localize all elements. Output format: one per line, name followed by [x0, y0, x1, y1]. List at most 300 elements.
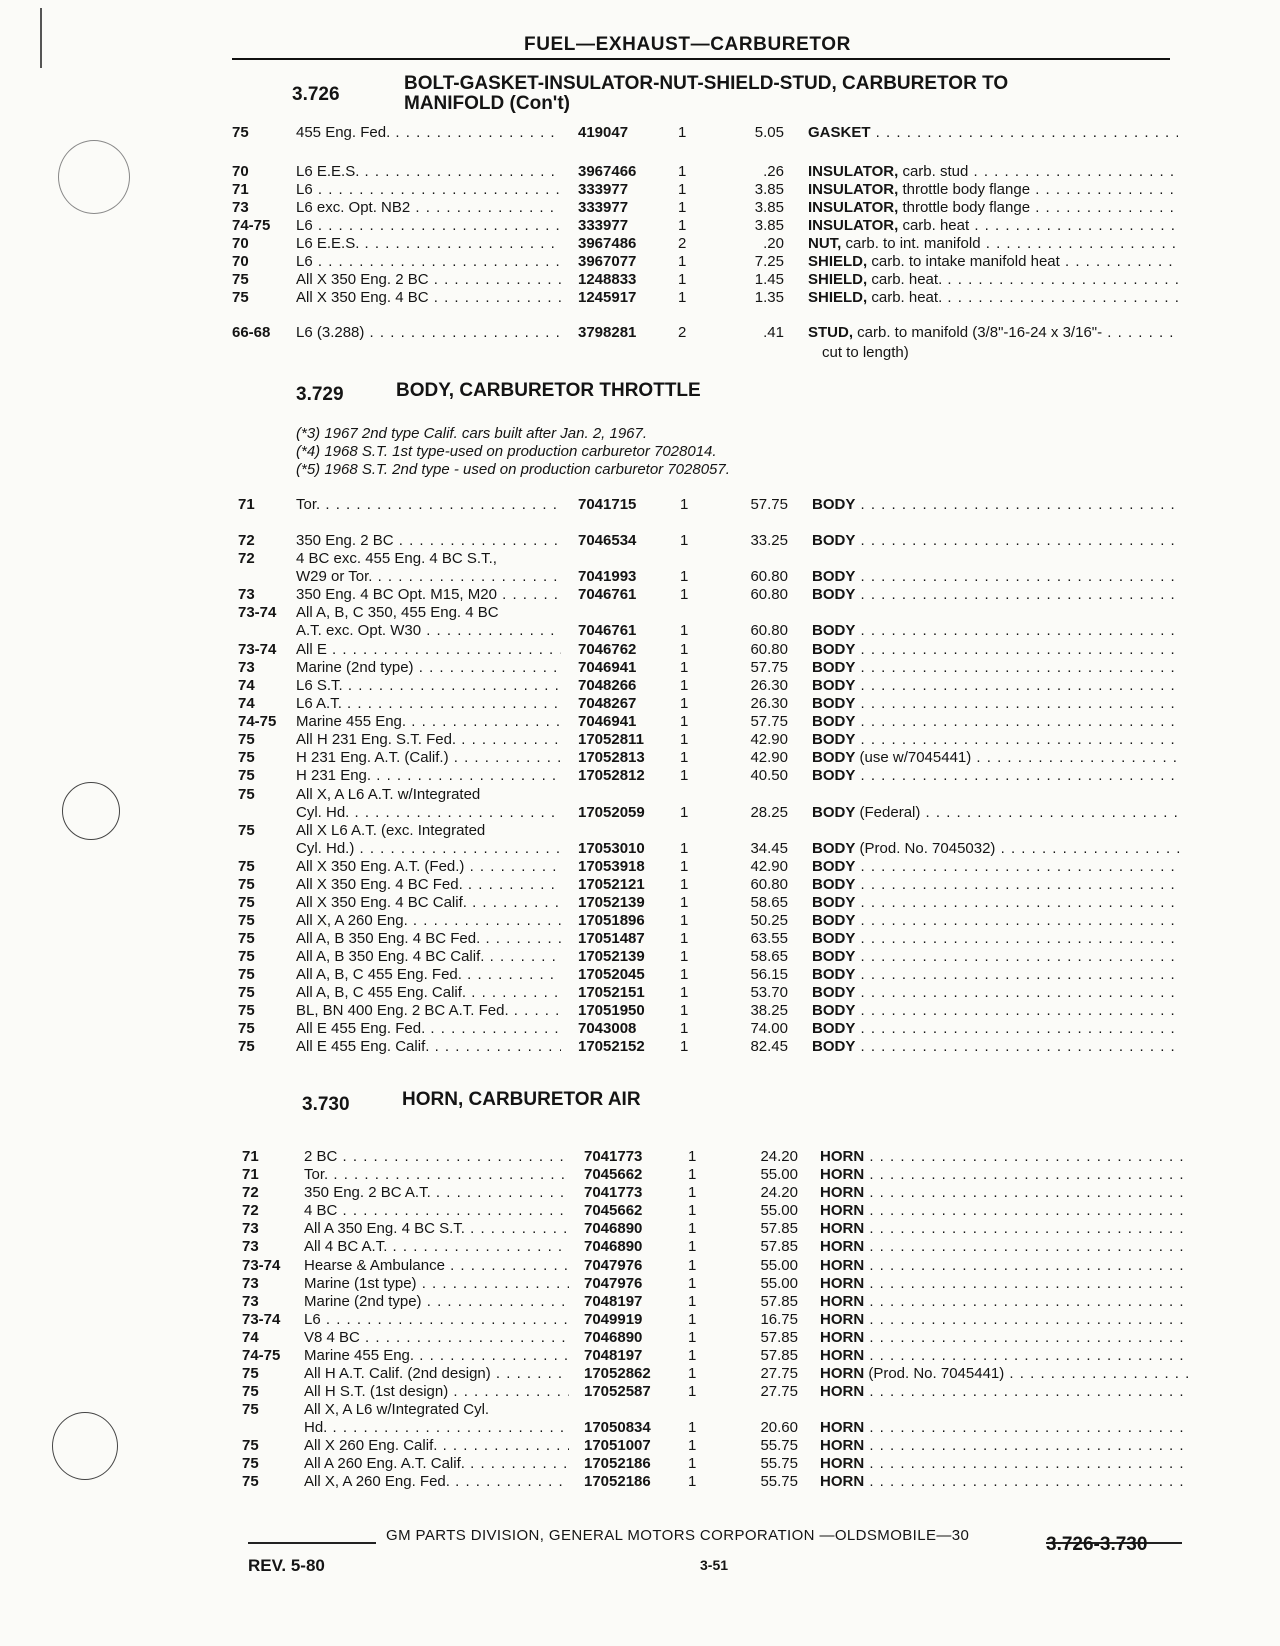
- footnote-4: (*4) 1968 S.T. 1st type-used on production carburetor 7028014.: [296, 443, 717, 460]
- price: 55.00: [760, 1257, 798, 1274]
- description-keyword: BODY: [812, 966, 856, 983]
- quantity: 1: [680, 966, 689, 983]
- description-keyword: BODY: [812, 749, 856, 766]
- model-year: 75: [242, 1473, 259, 1490]
- description: [812, 677, 1182, 695]
- price: .20: [763, 235, 784, 252]
- description-keyword: SHIELD,: [808, 289, 868, 306]
- application: All A, B 350 Eng. 4 BC Calif. . . .: [296, 948, 561, 966]
- description: [820, 1419, 1190, 1437]
- part-number: 17052811: [578, 731, 644, 748]
- table-row: [0, 713, 1280, 731]
- quantity: 1: [680, 1038, 689, 1055]
- part-number: 17051007: [584, 1437, 651, 1454]
- application: Marine (1st type) . . .: [304, 1275, 569, 1293]
- table-row: [0, 1329, 1280, 1347]
- table-row: [0, 163, 1280, 181]
- description: [820, 1437, 1190, 1455]
- price: 1.45: [754, 271, 784, 288]
- description-keyword: HORN: [820, 1220, 865, 1237]
- description-keyword: HORN: [820, 1329, 865, 1346]
- part-number: 7048266: [578, 677, 637, 694]
- quantity: 1: [678, 124, 687, 141]
- quantity: 1: [680, 713, 689, 730]
- description: [820, 1202, 1190, 1220]
- model-year: 72: [238, 550, 255, 567]
- description-keyword: HORN: [820, 1275, 865, 1292]
- model-year: 74-75: [238, 713, 277, 730]
- part-number: 3798281: [578, 324, 637, 341]
- quantity: 1: [688, 1257, 697, 1274]
- description-keyword: HORN: [820, 1347, 865, 1364]
- section-number-3729: 3.729: [296, 384, 344, 405]
- table-row: [0, 1166, 1280, 1184]
- description-keyword: BODY: [812, 659, 856, 676]
- description-keyword: BODY: [812, 858, 856, 875]
- application: W29 or Tor. . . .: [296, 568, 561, 586]
- part-number: 3967077: [578, 253, 637, 270]
- description-keyword: SHIELD,: [808, 271, 868, 288]
- application: L6 . . .: [296, 181, 561, 199]
- description-keyword: BODY: [812, 767, 856, 784]
- application: Hearse & Ambulance . . .: [304, 1257, 569, 1275]
- quantity: 1: [688, 1166, 697, 1183]
- description-keyword: HORN: [820, 1455, 865, 1472]
- description-keyword: HORN: [820, 1419, 865, 1436]
- description-detail: carb. heat: [898, 217, 970, 234]
- price: 57.85: [760, 1220, 798, 1237]
- part-number: 17052812: [578, 767, 645, 784]
- price: 33.25: [750, 532, 788, 549]
- description: [820, 1166, 1190, 1184]
- part-number: 419047: [578, 124, 629, 141]
- model-year: 66-68: [232, 324, 271, 341]
- application: All X 350 Eng. 2 BC . . .: [296, 271, 561, 289]
- table-row: [0, 930, 1280, 948]
- description-keyword: HORN: [820, 1473, 865, 1490]
- table-row: [0, 1202, 1280, 1220]
- part-number: 7045662: [584, 1202, 643, 1219]
- model-year: 75: [242, 1383, 259, 1400]
- part-number: 17052151: [578, 984, 645, 1001]
- application: V8 4 BC . . .: [304, 1329, 569, 1347]
- table-row: [0, 1038, 1280, 1056]
- description: [820, 1311, 1190, 1329]
- model-year: 75: [238, 1038, 255, 1055]
- model-year: 72: [242, 1184, 259, 1201]
- price: 3.85: [754, 181, 784, 198]
- part-number: 7046761: [578, 586, 637, 603]
- description: [812, 1038, 1182, 1056]
- price: 58.65: [750, 894, 788, 911]
- part-number: 7046761: [578, 622, 637, 639]
- table-row: [0, 1311, 1280, 1329]
- model-year: 75: [238, 966, 255, 983]
- footer-page-number: 3-51: [700, 1557, 729, 1573]
- quantity: 1: [688, 1293, 697, 1310]
- price: 27.75: [760, 1365, 798, 1382]
- quantity: 1: [688, 1220, 697, 1237]
- part-number: 17052587: [584, 1383, 651, 1400]
- quantity: 1: [688, 1473, 697, 1490]
- section-title-3726: [404, 74, 1008, 114]
- price: 3.85: [754, 199, 784, 216]
- application: All H A.T. Calif. (2nd design) . . .: [304, 1365, 569, 1383]
- model-year: 71: [242, 1166, 259, 1183]
- part-number: 7046890: [584, 1238, 643, 1255]
- part-number: 7041773: [584, 1148, 643, 1165]
- part-number: 7046890: [584, 1220, 643, 1237]
- table-row: [0, 659, 1280, 677]
- description: [808, 253, 1178, 271]
- table-row: [0, 1419, 1280, 1437]
- part-number: 17051896: [578, 912, 645, 929]
- quantity: 1: [688, 1365, 697, 1382]
- application: L6 . . .: [296, 217, 561, 235]
- price: 60.80: [750, 641, 788, 658]
- table-row: [0, 181, 1280, 199]
- description: [812, 1002, 1182, 1020]
- quantity: 1: [678, 163, 687, 180]
- table-row: [0, 622, 1280, 640]
- table-row: [0, 1220, 1280, 1238]
- part-number: 17052186: [584, 1455, 651, 1472]
- table-row: [0, 1383, 1280, 1401]
- price: 20.60: [760, 1419, 798, 1436]
- model-year: 73: [242, 1238, 259, 1255]
- table-row: [0, 1002, 1280, 1020]
- description: [812, 731, 1182, 749]
- quantity: 1: [680, 532, 689, 549]
- description-keyword: HORN: [820, 1184, 865, 1201]
- price: 1.35: [754, 289, 784, 306]
- price: 42.90: [750, 749, 788, 766]
- model-year: 75: [242, 1401, 259, 1418]
- quantity: 1: [688, 1148, 697, 1165]
- quantity: 1: [678, 271, 687, 288]
- description-keyword: BODY: [812, 1020, 856, 1037]
- quantity: 1: [680, 586, 689, 603]
- section-title-3729: BODY, CARBURETOR THROTTLE: [396, 380, 701, 401]
- quantity: 1: [678, 217, 687, 234]
- description: [808, 235, 1178, 253]
- description-keyword: BODY: [812, 840, 856, 857]
- description-detail: carb. heat.: [867, 271, 943, 288]
- table-row: [0, 695, 1280, 713]
- application: All E 455 Eng. Fed. . . .: [296, 1020, 561, 1038]
- model-year: 70: [232, 163, 249, 180]
- application: All A, B, C 350, 455 Eng. 4 BC: [296, 604, 499, 621]
- description-keyword: HORN: [820, 1311, 865, 1328]
- table-row: [0, 324, 1280, 342]
- table-row: [0, 199, 1280, 217]
- model-year: 75: [238, 822, 255, 839]
- quantity: 1: [680, 695, 689, 712]
- table-row: [0, 124, 1280, 142]
- quantity: 2: [678, 324, 687, 341]
- description-keyword: STUD,: [808, 324, 853, 341]
- quantity: 1: [688, 1419, 697, 1436]
- description: [812, 984, 1182, 1002]
- description-keyword: BODY: [812, 713, 856, 730]
- footnote-5: (*5) 1968 S.T. 2nd type - used on production carburetor 7028057.: [296, 461, 730, 478]
- application: BL, BN 400 Eng. 2 BC A.T. Fed. . . .: [296, 1002, 561, 1020]
- application: All 4 BC A.T. . . .: [304, 1238, 569, 1256]
- part-number: 1248833: [578, 271, 637, 288]
- price: 55.75: [760, 1437, 798, 1454]
- description-keyword: BODY: [812, 695, 856, 712]
- model-year: 74-75: [242, 1347, 281, 1364]
- part-number: 3967486: [578, 235, 637, 252]
- quantity: 1: [680, 1020, 689, 1037]
- price: 57.85: [760, 1347, 798, 1364]
- table-row: [0, 804, 1280, 822]
- description-detail: throttle body flange: [898, 181, 1031, 198]
- description-keyword: BODY: [812, 948, 856, 965]
- quantity: 1: [680, 641, 689, 658]
- application: 4 BC exc. 455 Eng. 4 BC S.T.,: [296, 550, 497, 567]
- part-number: 1245917: [578, 289, 637, 306]
- model-year: 75: [242, 1455, 259, 1472]
- quantity: 1: [680, 948, 689, 965]
- model-year: 71: [232, 181, 249, 198]
- description: [812, 966, 1182, 984]
- quantity: 1: [680, 876, 689, 893]
- part-number: 7048197: [584, 1293, 643, 1310]
- application: All X, A 260 Eng. . . .: [296, 912, 561, 930]
- application: 2 BC . . .: [304, 1148, 569, 1166]
- quantity: 1: [680, 984, 689, 1001]
- description: [812, 804, 1182, 822]
- table-row: [0, 858, 1280, 876]
- model-year: 75: [238, 786, 255, 803]
- price: 82.45: [750, 1038, 788, 1055]
- part-number: 7047976: [584, 1257, 643, 1274]
- model-year: 75: [238, 749, 255, 766]
- description-keyword: BODY: [812, 804, 856, 821]
- footer-section-range: 3.726-3.730: [1046, 1534, 1148, 1555]
- model-year: 75: [242, 1365, 259, 1382]
- part-number: 7049919: [584, 1311, 643, 1328]
- application: H 231 Eng. A.T. (Calif.) . . .: [296, 749, 561, 767]
- description: [812, 586, 1182, 604]
- quantity: 1: [688, 1329, 697, 1346]
- application: All X 260 Eng. Calif. . . .: [304, 1437, 569, 1455]
- application: L6 (3.288) . . .: [296, 324, 561, 342]
- table-row: [0, 1347, 1280, 1365]
- footer-revision: REV. 5-80: [248, 1556, 325, 1575]
- description-detail: (use w/7045441): [855, 749, 972, 766]
- quantity: 1: [680, 731, 689, 748]
- quantity: 1: [680, 930, 689, 947]
- application: 455 Eng. Fed. . . .: [296, 124, 561, 142]
- table-row: [0, 532, 1280, 550]
- description: [812, 532, 1182, 550]
- application: L6 A.T. . . .: [296, 695, 561, 713]
- description: [820, 1473, 1190, 1491]
- description: [812, 496, 1182, 514]
- part-number: 17053918: [578, 858, 645, 875]
- description-detail: (Federal): [855, 804, 921, 821]
- description: [812, 713, 1182, 731]
- model-year: 75: [238, 858, 255, 875]
- table-row: [0, 731, 1280, 749]
- application: All X 350 Eng. 4 BC . . .: [296, 289, 561, 307]
- description-keyword: INSULATOR,: [808, 181, 899, 198]
- part-number: 333977: [578, 217, 629, 234]
- model-year: 75: [238, 876, 255, 893]
- description-keyword: BODY: [812, 586, 856, 603]
- description-detail: carb. to int. manifold: [841, 235, 981, 252]
- description: [820, 1455, 1190, 1473]
- price: 55.00: [760, 1202, 798, 1219]
- header-rule: [232, 58, 1170, 60]
- section-number-3730: 3.730: [302, 1094, 350, 1115]
- part-number: 7046534: [578, 532, 637, 549]
- description-keyword: BODY: [812, 1038, 856, 1055]
- description-keyword: BODY: [812, 876, 856, 893]
- description-keyword: HORN: [820, 1293, 865, 1310]
- description: [808, 181, 1178, 199]
- description: [820, 1275, 1190, 1293]
- part-number: 7045662: [584, 1166, 643, 1183]
- description-keyword: BODY: [812, 568, 856, 585]
- description: [812, 876, 1182, 894]
- description: [812, 568, 1182, 586]
- model-year: 74: [242, 1329, 259, 1346]
- description-keyword: HORN: [820, 1365, 865, 1382]
- application: All E 455 Eng. Calif. . . .: [296, 1038, 561, 1056]
- table-row: [0, 568, 1280, 586]
- part-number: 17051950: [578, 1002, 645, 1019]
- part-number: 7043008: [578, 1020, 637, 1037]
- table-row: [0, 604, 1280, 622]
- model-year: 73: [242, 1220, 259, 1237]
- application: Marine (2nd type) . . .: [296, 659, 561, 677]
- part-number: 17052045: [578, 966, 645, 983]
- part-number: 7041993: [578, 568, 637, 585]
- description-keyword: BODY: [812, 912, 856, 929]
- model-year: 75: [238, 1020, 255, 1037]
- model-year: 74: [238, 695, 255, 712]
- description-keyword: HORN: [820, 1202, 865, 1219]
- table-row: [0, 1437, 1280, 1455]
- table-row: [0, 767, 1280, 785]
- description-keyword: HORN: [820, 1166, 865, 1183]
- price: 3.85: [754, 217, 784, 234]
- table-row: [0, 749, 1280, 767]
- description-keyword: BODY: [812, 984, 856, 1001]
- part-number: 7046762: [578, 641, 637, 658]
- description-keyword: BODY: [812, 496, 856, 513]
- price: 34.45: [750, 840, 788, 857]
- model-year: 75: [238, 930, 255, 947]
- price: 60.80: [750, 568, 788, 585]
- model-year: 75: [238, 894, 255, 911]
- model-year: 75: [238, 1002, 255, 1019]
- quantity: 1: [680, 496, 689, 513]
- model-year: 74: [238, 677, 255, 694]
- application: Tor. . . .: [296, 496, 561, 514]
- description: [820, 1238, 1190, 1256]
- price: 42.90: [750, 858, 788, 875]
- price: 56.15: [750, 966, 788, 983]
- quantity: 1: [688, 1311, 697, 1328]
- price: 16.75: [760, 1311, 798, 1328]
- table-row: [0, 894, 1280, 912]
- quantity: 2: [678, 235, 687, 252]
- application: All A, B 350 Eng. 4 BC Fed. . . .: [296, 930, 561, 948]
- table-row: [0, 253, 1280, 271]
- price: .41: [763, 324, 784, 341]
- footnotes: [296, 425, 730, 479]
- table-row: [0, 822, 1280, 840]
- model-year: 74-75: [232, 217, 271, 234]
- description: [820, 1184, 1190, 1202]
- margin-mark: [40, 8, 42, 68]
- price: 57.75: [750, 496, 788, 513]
- application: 350 Eng. 4 BC Opt. M15, M20 . . .: [296, 586, 561, 604]
- table-row: [0, 966, 1280, 984]
- table-row: [0, 786, 1280, 804]
- description-keyword: NUT,: [808, 235, 842, 252]
- table-row: [0, 496, 1280, 514]
- table-row: [0, 1020, 1280, 1038]
- model-year: 70: [232, 235, 249, 252]
- model-year: 73: [232, 199, 249, 216]
- part-number: 17052121: [578, 876, 645, 893]
- table-row: [0, 289, 1280, 307]
- model-year: 75: [238, 767, 255, 784]
- table-row: [0, 677, 1280, 695]
- model-year: 73: [242, 1293, 259, 1310]
- section-title-line2: MANIFOLD (Con't): [404, 93, 570, 114]
- application: All X L6 A.T. (exc. Integrated: [296, 822, 486, 839]
- description-keyword: HORN: [820, 1238, 865, 1255]
- part-number: 7048267: [578, 695, 637, 712]
- model-year: 73-74: [238, 641, 277, 658]
- table-row: [0, 1401, 1280, 1419]
- description: [812, 930, 1182, 948]
- quantity: 1: [680, 804, 689, 821]
- description: [812, 767, 1182, 785]
- description: [812, 858, 1182, 876]
- price: 55.75: [760, 1473, 798, 1490]
- quantity: 1: [688, 1383, 697, 1400]
- table-row: [0, 586, 1280, 604]
- application: All H 231 Eng. S.T. Fed. . . .: [296, 731, 561, 749]
- description: [812, 749, 1182, 767]
- model-year: 75: [242, 1437, 259, 1454]
- application: 350 Eng. 2 BC A.T. . . .: [304, 1184, 569, 1202]
- table-row: [0, 1238, 1280, 1256]
- model-year: 72: [242, 1202, 259, 1219]
- quantity: 1: [678, 199, 687, 216]
- application: A.T. exc. Opt. W30 . . .: [296, 622, 561, 640]
- price: 5.05: [754, 124, 784, 141]
- application: All X 350 Eng. 4 BC Fed. . . .: [296, 876, 561, 894]
- part-number: 17050834: [584, 1419, 651, 1436]
- part-number: 7041715: [578, 496, 637, 513]
- quantity: 1: [688, 1184, 697, 1201]
- application: L6 . . .: [296, 253, 561, 271]
- application: Marine (2nd type) . . .: [304, 1293, 569, 1311]
- application: All A 350 Eng. 4 BC S.T. . . .: [304, 1220, 569, 1238]
- part-number: 17052139: [578, 948, 645, 965]
- table-row: [0, 1365, 1280, 1383]
- table-row: [0, 1257, 1280, 1275]
- description-keyword: BODY: [812, 1002, 856, 1019]
